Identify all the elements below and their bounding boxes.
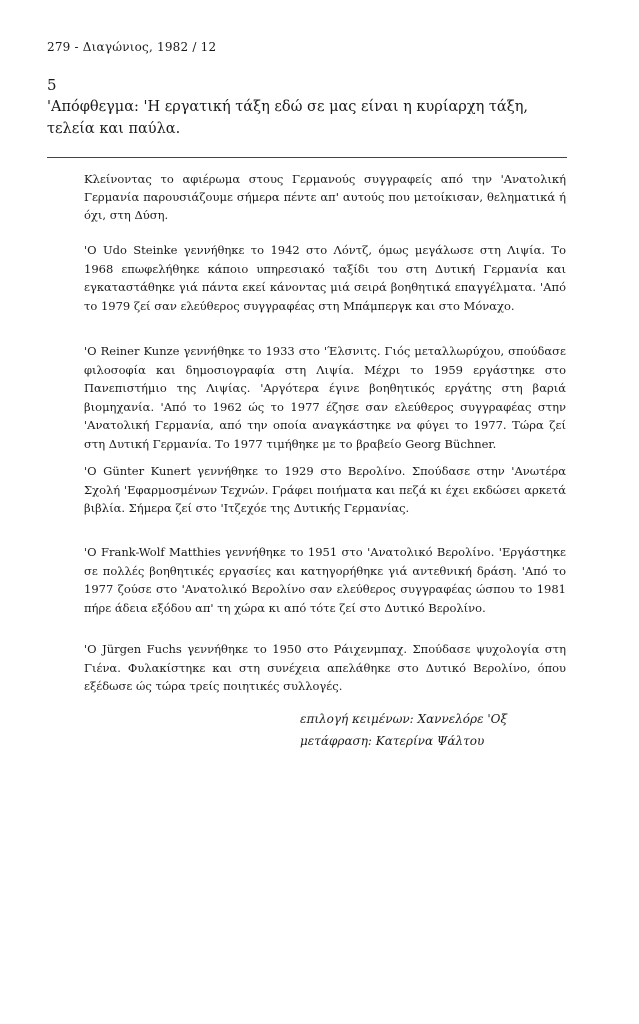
bio-paragraph-jurgen-fuchs: 'Ο Jürgen Fuchs γεννήθηκε το 1950 στο Ράιχενμπαχ. Σπούδασε ψυχολογία στη Γιένα. Φυλακίστηκε και στη συνέχεια απελάθηκε στο Δυτικό Βερολίνο, όπου εξέδωσε ώς τώρα τρείς ποιητικές συλλογές. [84, 642, 566, 693]
section-number: 5 [47, 76, 57, 94]
horizontal-divider [47, 157, 567, 158]
aphorism-heading: 'Απόφθεγμα: 'Η εργατική τάξη εδώ σε μας είναι η κυρίαρχη τάξη, τελεία και παύλα. [47, 99, 528, 137]
bio-paragraph-udo-steinke: 'Ο Udo Steinke γεννήθηκε το 1942 στο Λόντζ, όμως μεγάλωσε στη Λιψία. Το 1968 επωφελήθηκε κάποιο υπηρεσιακό ταξίδι του στη Δυτική Γερμανία και εγκαταστάθηκε γιά πάντα εκεί κάνοντας μιά σειρά βοηθητικά επαγγέλματα. 'Από το 1979 ζεί σαν ελεύθερος συγγραφέας στη Μπάμπεργκ και στο Μόναχο. [84, 243, 566, 313]
intro-paragraph: Κλείνοντας το αφιέρωμα στους Γερμανούς συγγραφείς από την 'Ανατολική Γερμανία παρουσιάζουμε σήμερα πέντε απ' αυτούς που μετοίκισαν, θεληματικά ή όχι, στη Δύση. [84, 172, 566, 222]
translation-credit: μετάφραση: Κατερίνα Ψάλτου [300, 734, 485, 748]
selection-credit: επιλογή κειμένων: Χαννελόρε 'Οξ [300, 712, 508, 726]
bio-paragraph-frank-wolf-matthies: 'Ο Frank-Wolf Matthies γεννήθηκε το 1951 στο 'Ανατολικό Βερολίνο. 'Εργάστηκε σε πολλές βοηθητικές εργασίες και κατηγορήθηκε γιά αντεθνική δράση. 'Από το 1977 ζούσε στο 'Ανατολικό Βερολίνο σαν ελεύθερος συγγραφέας ώσπου το 1981 πήρε άδεια εξόδου απ' τη χώρα κι από τότε ζεί στο Δυτικό Βερολίνο. [84, 545, 566, 615]
running-header: 279 - Διαγώνιος, 1982 / 12 [47, 40, 217, 54]
credits-block [300, 708, 570, 752]
bio-paragraph-gunter-kunert: 'Ο Günter Kunert γεννήθηκε το 1929 στο Βερολίνο. Σπούδασε στην 'Ανωτέρα Σχολή 'Εφαρμοσμένων Τεχνών. Γράφει ποιήματα και πεζά κι έχει εκδώσει αρκετά βιβλία. Σήμερα ζεί στο 'Ιτζεχόε της Δυτικής Γερμανίας. [84, 464, 566, 515]
bio-paragraph-reiner-kunze: 'Ο Reiner Kunze γεννήθηκε το 1933 στο 'Έλσνιτς. Γιός μεταλλωρύχου, σπούδασε φιλοσοφία και δημοσιογραφία στη Λιψία. Μέχρι το 1959 εργάστηκε στο Πανεπιστήμιο της Λιψίας. 'Αργότερα έγινε βοηθητικός εργάτης στη βαριά βιομηχανία. 'Από το 1962 ώς το 1977 έζησε σαν ελεύθερος συγγραφέας στην 'Ανατολική Γερμανία, από την οποία αναγκάστηκε να φύγει το 1977. Τώρα ζεί στη Δυτική Γερμανία. Το 1977 τιμήθηκε με το βραβείο Georg Büchner. [84, 344, 566, 451]
